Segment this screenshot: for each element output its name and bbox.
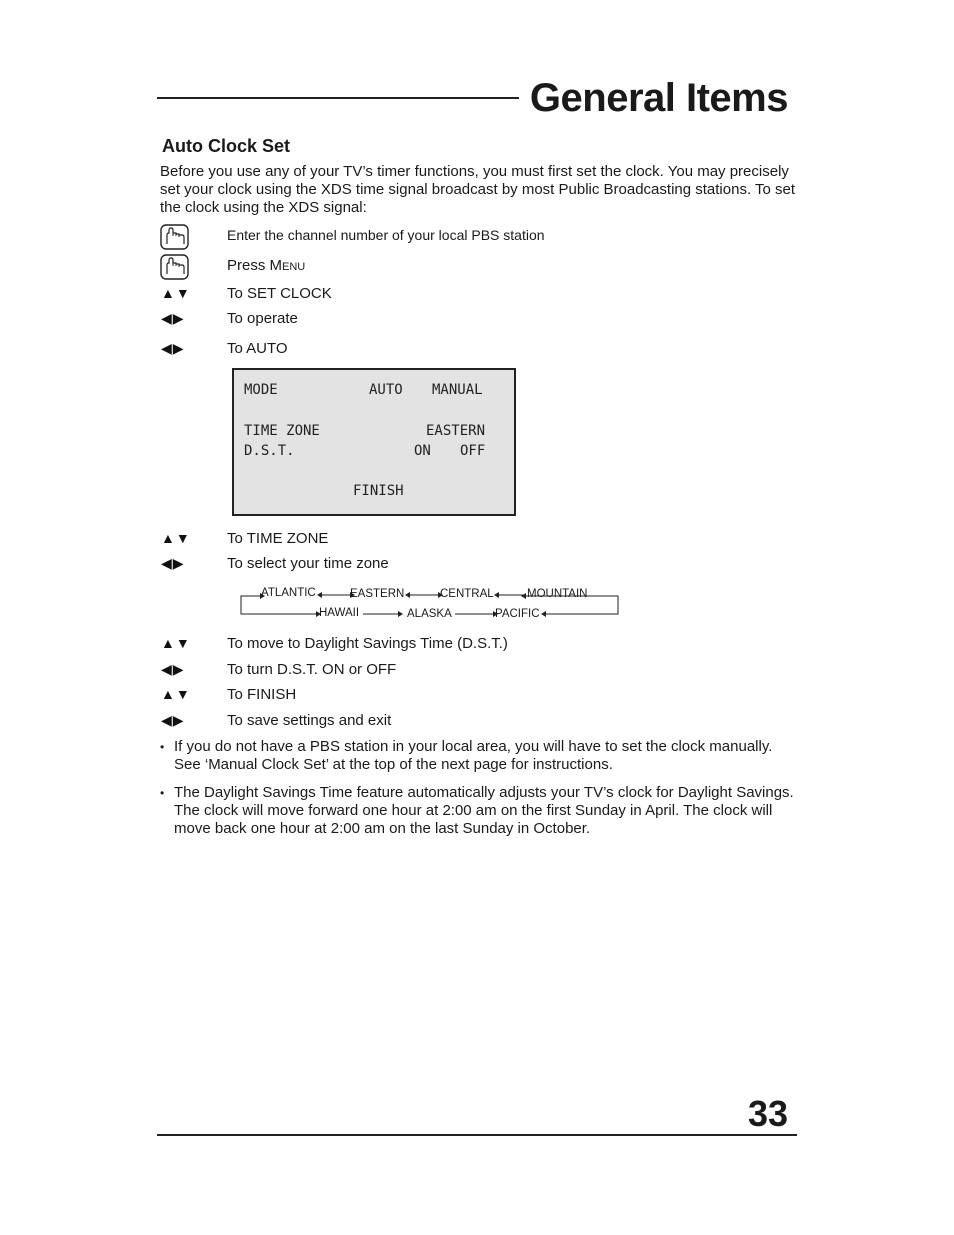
note-item: [160, 784, 800, 838]
osd-timezone-value: EASTERN: [426, 423, 486, 439]
tz-eastern: EASTERN: [350, 588, 405, 600]
osd-mode-manual: MANUAL: [432, 382, 483, 398]
step-enter-channel: [160, 224, 800, 248]
step-save-exit: [160, 709, 800, 733]
note-text: The Daylight Savings Time feature automatically adjusts your TV’s clock for Daylight Savings. The clock will move forward one hour at 2:00 am on the first Sunday in April. The clock will move back one hour at 2:00 am on the last Sunday in October.: [174, 784, 794, 837]
tz-pacific: PACIFIC: [495, 608, 540, 620]
step-set-clock: [160, 282, 800, 306]
step-text: [227, 257, 305, 274]
left-right-arrows-icon: ◀▶: [161, 340, 185, 356]
tz-alaska: ALASKA: [407, 608, 452, 620]
step-text: To TIME ZONE: [227, 530, 329, 547]
tz-central: CENTRAL: [440, 588, 494, 600]
osd-dst-on: ON: [414, 443, 431, 459]
header-rule: [157, 97, 519, 99]
hand-press-icon: [160, 254, 190, 278]
osd-dst-label: D.S.T.: [244, 443, 295, 459]
up-down-arrows-icon: ▲▼: [161, 635, 191, 651]
up-down-arrows-icon: ▲▼: [161, 285, 191, 301]
footer-rule: [157, 1134, 797, 1136]
step-text: To select your time zone: [227, 555, 389, 572]
left-right-arrows-icon: ◀▶: [161, 712, 185, 728]
step-text: Enter the channel number of your local PBS station: [227, 227, 545, 243]
hand-press-icon: [160, 224, 190, 248]
left-right-arrows-icon: ◀▶: [161, 661, 185, 677]
osd-dst-off: OFF: [460, 443, 486, 459]
up-down-arrows-icon: ▲▼: [161, 530, 191, 546]
step-text: To operate: [227, 310, 298, 327]
note-item: [160, 738, 800, 774]
section-title: Auto Clock Set: [162, 136, 291, 156]
step-text: To save settings and exit: [227, 712, 392, 729]
page-number: 33: [747, 1093, 788, 1134]
tz-atlantic: ATLANTIC: [261, 587, 316, 599]
tz-mountain: MOUNTAIN: [527, 588, 588, 600]
step-auto: [160, 337, 800, 361]
step-text: To turn D.S.T. ON or OFF: [227, 661, 397, 678]
left-right-arrows-icon: ◀▶: [161, 555, 185, 571]
step-text: To move to Daylight Savings Time (D.S.T.): [227, 635, 508, 652]
step-dst-toggle: [160, 658, 800, 682]
page-title: General Items: [529, 76, 788, 120]
step-select-zone: [160, 552, 800, 576]
osd-mode-label: MODE: [244, 382, 278, 398]
osd-finish: FINISH: [353, 483, 404, 499]
left-right-arrows-icon: ◀▶: [161, 310, 185, 326]
intro-paragraph: Before you use any of your TV’s timer functions, you must first set the clock. You may precisely set your clock using the XDS time signal broadcast by most Public Broadcasting stations. To set the clock using the XDS signal:: [160, 163, 796, 216]
bullet: •: [160, 786, 165, 800]
step-time-zone: [160, 527, 800, 551]
step-operate: [160, 307, 800, 331]
osd-timezone-label: TIME ZONE: [244, 423, 320, 439]
step-dst: [160, 632, 800, 656]
step-text: To AUTO: [227, 340, 288, 357]
osd-mode-auto: AUTO: [369, 382, 403, 398]
step-text-smallcaps: ENU: [282, 261, 306, 273]
bullet: •: [160, 740, 165, 754]
step-text: To SET CLOCK: [227, 285, 332, 302]
step-finish: [160, 683, 800, 707]
tz-hawaii: HAWAII: [319, 607, 360, 619]
up-down-arrows-icon: ▲▼: [161, 686, 191, 702]
step-press-menu: [160, 254, 800, 278]
on-screen-menu: [232, 368, 516, 516]
time-zone-cycle-diagram: [236, 584, 626, 624]
note-text: If you do not have a PBS station in your local area, you will have to set the clock manually. See ‘Manual Clock Set’ at the top of the next page for instructions.: [174, 738, 773, 773]
step-text-prefix: Press M: [227, 257, 283, 274]
step-text: To FINISH: [227, 686, 297, 703]
